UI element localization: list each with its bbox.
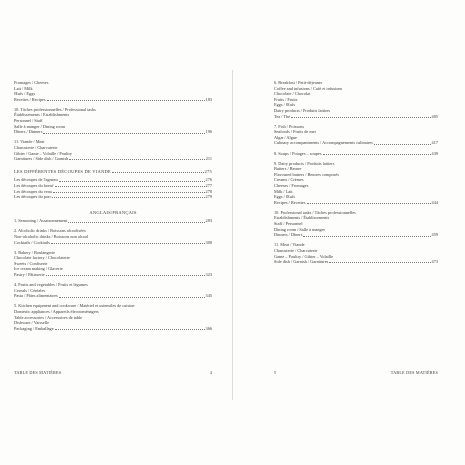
toc-section xyxy=(274,80,438,119)
toc-entry: Flavoured butters / Beurres composés xyxy=(274,171,339,177)
toc-entry-title: Packaging / Emballage xyxy=(14,325,54,331)
toc-entry xyxy=(14,293,212,299)
toc-entry-title: Les découpes du boeuf xyxy=(14,182,54,188)
toc-entry: 7. Fish / Poissons xyxy=(274,123,305,129)
toc-entry xyxy=(14,326,212,332)
toc-entry-title: Les découpes du veau xyxy=(14,188,52,194)
dot-leader xyxy=(52,197,204,198)
toc-entry-page: 276 xyxy=(205,177,212,183)
toc-entry-title: Dîners / Dinners xyxy=(14,129,43,135)
toc-entry: Salle à manger / Dining room xyxy=(14,123,65,129)
running-footer-label: TABLE DES MATIÈRES xyxy=(14,370,62,375)
toc-entry-title: Tea / Thé xyxy=(274,113,291,119)
toc-entry xyxy=(14,272,212,278)
toc-entry: Eggs / Œufs xyxy=(274,102,296,108)
toc-section xyxy=(14,282,212,299)
running-footer-label: TABLE DES MATIÈRES xyxy=(390,370,438,375)
toc-entry-title: Cocktails / Cocktails xyxy=(14,239,50,245)
toc-entry-title: Recettes / Recipes xyxy=(14,96,46,102)
right-page-footer xyxy=(274,370,438,375)
toc-entry xyxy=(274,200,438,206)
toc-entry-title: 8. Soups / Potages – soupes xyxy=(274,150,322,156)
toc-entry: Fruits / Fruits xyxy=(274,96,298,102)
toc-entry xyxy=(14,129,212,135)
toc-entry-page: 417 xyxy=(431,140,438,146)
toc-entry-title: Dinners / Dîners xyxy=(274,232,303,238)
toc-entry: Dishware / Vaisselle xyxy=(14,320,50,326)
toc-entry-page: 278 xyxy=(205,188,212,194)
toc-entry: Personnel / Staff xyxy=(14,118,43,124)
toc-entry: Lait / Milk xyxy=(14,85,33,91)
toc-entry: 4. Fruits and vegetables / Fruits et légumes xyxy=(14,282,88,288)
toc-entry-page: 277 xyxy=(205,182,212,188)
toc-entry xyxy=(274,114,438,120)
toc-entry: Fromages / Cheeses xyxy=(14,80,49,85)
dot-leader xyxy=(329,262,430,263)
toc-entry: 10. Tâches professionnelles / Professional tasks xyxy=(14,106,96,112)
dot-leader xyxy=(47,100,205,101)
toc-entry-page: 439 xyxy=(431,150,438,156)
toc-entry: Sweets / Confiserie xyxy=(14,260,48,266)
toc-entry: Œufs / Eggs xyxy=(14,91,36,97)
toc-entry: Gibier / Game – Volaille / Poultry xyxy=(14,150,73,156)
toc-entry-title: 1. Seasoning / Assaisonnement xyxy=(14,218,68,224)
toc-section xyxy=(14,218,212,224)
page-number: 4 xyxy=(209,370,212,375)
toc-entry-title: Les découpes de l'agneau xyxy=(14,177,58,183)
toc-entry-title: Les découpes du porc xyxy=(14,194,52,200)
toc-entry: Chocolate factory / Chocolaterie xyxy=(14,255,70,261)
toc-entry: Coffee and infusions / Café et infusions xyxy=(274,85,343,91)
toc-entry xyxy=(14,97,212,103)
toc-section xyxy=(274,242,438,264)
toc-entry: 9. Dairy products / Produits laitiers xyxy=(274,160,335,166)
toc-entry xyxy=(274,151,438,157)
toc-entry: Algæ / Algue xyxy=(274,134,297,140)
toc-heading-viande-cuts: LES DIFFÉRENTES DÉCOUPES DE VIANDE 275 xyxy=(14,168,212,174)
toc-entry: Cheeses / Fromages xyxy=(274,183,309,188)
toc-heading-anglais-francais: ANGLAIS/FRANÇAIS xyxy=(89,209,137,215)
left-page-footer xyxy=(14,370,212,375)
left-page xyxy=(14,80,212,336)
dot-leader xyxy=(59,297,205,298)
toc-entry: Table accessories / Accessoires de table xyxy=(14,314,83,320)
toc-entry: Game – Poultry / Gibier – Volaille xyxy=(274,253,334,259)
toc-entry: Staff / Personnel xyxy=(274,221,303,227)
toc-entry-page: 196 xyxy=(205,129,212,135)
toc-entry-page: 323 xyxy=(205,272,212,278)
right-toc-sections xyxy=(274,80,438,265)
toc-entry xyxy=(14,156,212,162)
toc-entry: Ice cream making / Glacerie xyxy=(14,266,63,272)
toc-section xyxy=(14,228,212,245)
toc-entry-page: 279 xyxy=(205,194,212,200)
toc-section xyxy=(274,210,438,238)
toc-entry: 10. Professional tasks / Tâches professionnelles xyxy=(274,209,356,215)
toc-entry-title: Pastry / Pâtisserie xyxy=(14,272,45,278)
dot-leader xyxy=(51,243,205,244)
right-page xyxy=(274,80,438,269)
toc-entry-title: Side dish / Garnish / Garnitures xyxy=(274,259,329,265)
toc-entry-page: 211 xyxy=(205,156,212,162)
toc-entry-page: 405 xyxy=(431,113,438,119)
toc-section xyxy=(274,161,438,206)
left-toc-sections xyxy=(14,80,212,162)
toc-section xyxy=(14,80,212,102)
toc-entry: 2. Alcoholic drinks / Boissons alcoolisées xyxy=(14,228,86,234)
anglais-toc-sections xyxy=(14,218,212,331)
toc-section xyxy=(14,139,212,161)
toc-entry: Charcuterie / Charcuterie xyxy=(274,247,318,253)
toc-entry: 6. Breakfast / Petit-déjeuner xyxy=(274,80,323,85)
dot-leader xyxy=(307,203,431,204)
toc-entry: Domestic appliances / Appareils électroménagers xyxy=(14,309,99,314)
toc-entry: 5. Kitchen equipment and cookware / Matériel et ustensiles de cuisine xyxy=(14,303,135,309)
toc-section xyxy=(14,107,212,135)
toc-entry xyxy=(14,194,212,200)
toc-entry: Chocolate / Chocolat xyxy=(274,91,311,97)
dot-leader xyxy=(374,144,431,145)
toc-entry: Seafoods / Fruits de mer xyxy=(274,129,317,135)
toc-viande-cuts-list xyxy=(14,177,212,199)
toc-entry: Cereals / Céréales xyxy=(14,287,46,293)
toc-section xyxy=(14,250,212,278)
toc-entry-page: 444 xyxy=(431,199,438,205)
toc-entry-page: 473 xyxy=(431,259,438,265)
toc-entry: Dairy products / Produits laitiers xyxy=(274,107,331,113)
toc-entry: 11. Viande / Meat xyxy=(14,139,45,145)
dot-leader xyxy=(55,329,205,330)
toc-entry: Établissements / Establishments xyxy=(14,112,70,118)
page-number: 5 xyxy=(274,370,277,375)
toc-entry xyxy=(274,259,438,265)
toc-entry-title: Culinary accompaniments / Accompagnements culinaires xyxy=(274,140,373,146)
toc-entry xyxy=(14,240,212,246)
toc-entry-title: Pasta / Pâtes alimentaires xyxy=(14,293,58,299)
toc-entry xyxy=(274,232,438,238)
dot-leader xyxy=(46,275,205,276)
toc-entry-title: Garnitures / Side dish / Garnish xyxy=(14,156,69,162)
toc-entry: 11. Meat / Viande xyxy=(274,242,305,248)
toc-entry: Milk / Lait xyxy=(274,188,293,194)
toc-entry-title: Recipes / Recettes xyxy=(274,199,306,205)
toc-entry-page: 300 xyxy=(205,239,212,245)
dot-leader xyxy=(323,154,431,155)
dot-leader xyxy=(303,236,430,237)
toc-entry xyxy=(14,218,212,224)
toc-entry-page: 345 xyxy=(205,293,212,299)
toc-section xyxy=(274,124,438,146)
toc-entry-page: 366 xyxy=(205,325,212,331)
toc-section xyxy=(274,151,438,157)
toc-section xyxy=(14,303,212,331)
dot-leader xyxy=(43,133,204,134)
toc-entry-page: 283 xyxy=(205,218,212,224)
toc-entry: Creams / Crèmes xyxy=(274,177,304,183)
toc-entry-page: 459 xyxy=(431,232,438,238)
toc-entry: Eggs / Œufs xyxy=(274,194,296,200)
toc-entry xyxy=(274,140,438,146)
dot-leader xyxy=(53,192,205,193)
dot-leader xyxy=(291,117,430,118)
dot-leader xyxy=(59,181,205,182)
dot-leader xyxy=(55,186,205,187)
toc-entry: Butters / Beurre xyxy=(274,166,302,172)
toc-entry: Establishments / Établissements xyxy=(274,215,330,221)
toc-entry: Charcuterie / Charcuterie xyxy=(14,144,58,150)
toc-entry: 3. Bakery / Boulangerie xyxy=(14,249,56,255)
dot-leader xyxy=(69,159,204,160)
dot-leader xyxy=(68,222,204,223)
toc-entry: Non-alcoholic drinks / Boissons non alcool xyxy=(14,233,89,239)
page-gutter xyxy=(232,70,233,400)
toc-entry-page: 183 xyxy=(205,96,212,102)
toc-entry: Dining room / Salle à manger xyxy=(274,226,325,232)
